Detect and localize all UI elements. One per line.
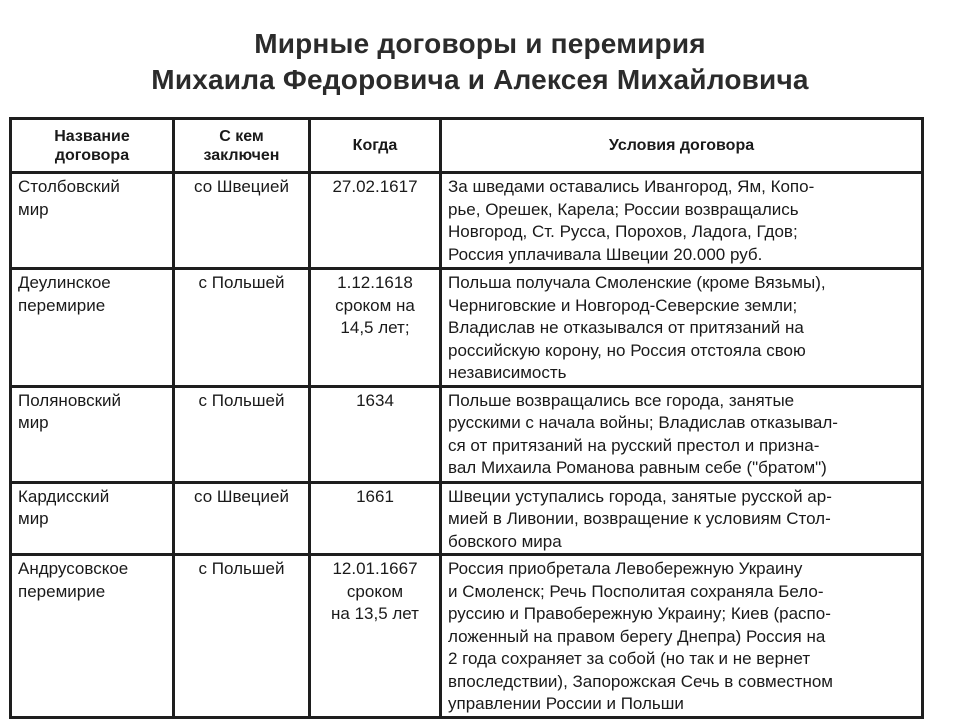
cell-line: Кардисский bbox=[18, 486, 110, 506]
header-when bbox=[310, 119, 441, 173]
cell-line: Польша получала Смоленские (кроме Вязьмы), bbox=[448, 273, 826, 292]
cell-line: российскую корону, но Россия отстояла свою bbox=[448, 340, 806, 360]
cell-line: Условия договора bbox=[608, 137, 755, 154]
cell-line: 12.01.1667 bbox=[332, 559, 418, 578]
cell-line: 2 года сохраняет за собой (но так и не вернет bbox=[448, 649, 811, 668]
cell-with-whom bbox=[174, 555, 310, 718]
cell-line: 14,5 лет; bbox=[340, 318, 410, 337]
table-row bbox=[11, 173, 923, 269]
table-row bbox=[11, 482, 923, 555]
cell-line: Когда bbox=[352, 137, 398, 154]
cell-conditions bbox=[441, 482, 923, 555]
cell-when bbox=[310, 269, 441, 387]
cell-line: с Польшей bbox=[198, 559, 285, 578]
cell-treaty-name bbox=[11, 386, 174, 482]
cell-line: мир bbox=[18, 199, 49, 219]
cell-line: со Швецией bbox=[194, 486, 289, 506]
cell-line: впоследствии), Запорожская Сечь в совместном bbox=[448, 671, 833, 691]
cell-line: 1634 bbox=[356, 390, 394, 410]
page-title-line-1: Мирные договоры и перемирия bbox=[254, 28, 706, 59]
table-row bbox=[11, 386, 923, 482]
cell-line: перемирие bbox=[18, 581, 106, 601]
cell-line: Швеции уступались города, занятые русской ар- bbox=[448, 486, 832, 506]
header-with-whom bbox=[174, 119, 310, 173]
cell-line: 1.12.1618 bbox=[337, 273, 413, 292]
cell-when bbox=[310, 555, 441, 718]
cell-line: русскими с начала войны; Владислав отказывал- bbox=[448, 413, 838, 432]
cell-conditions bbox=[441, 173, 923, 269]
cell-when bbox=[310, 173, 441, 269]
cell-line: Владислав не отказывался от притязаний на bbox=[448, 318, 804, 337]
table-row bbox=[11, 555, 923, 718]
cell-line: перемирие bbox=[18, 295, 106, 315]
cell-line: Название bbox=[54, 127, 130, 145]
cell-line: Столбовский bbox=[18, 177, 120, 196]
cell-line: Новгород, Ст. Русса, Порохов, Ладога, Гдов; bbox=[448, 222, 798, 241]
cell-line: независимость bbox=[448, 363, 567, 382]
cell-line: и Смоленск; Речь Посполитая сохраняла Бело- bbox=[448, 581, 824, 601]
cell-treaty-name bbox=[11, 555, 174, 718]
cell-line: Андрусовское bbox=[18, 559, 129, 578]
cell-conditions bbox=[441, 269, 923, 387]
cell-line: ся от притязаний на русский престол и призна- bbox=[448, 435, 820, 455]
cell-line: мир bbox=[18, 413, 49, 432]
cell-line: Деулинское bbox=[18, 273, 111, 292]
cell-line: руссию и Правобережную Украину; Киев (распо- bbox=[448, 604, 831, 623]
cell-line: на 13,5 лет bbox=[331, 604, 419, 623]
cell-line: вал Михаила Романова равным себе ("братом") bbox=[448, 458, 827, 477]
cell-line: Польше возвращались все города, занятые bbox=[448, 390, 795, 410]
cell-line: Россия приобретала Левобережную Украину bbox=[448, 559, 803, 578]
cell-when bbox=[310, 386, 441, 482]
cell-treaty-name bbox=[11, 269, 174, 387]
cell-line: бовского мира bbox=[448, 531, 562, 551]
table-row bbox=[11, 269, 923, 387]
cell-with-whom bbox=[174, 482, 310, 555]
cell-line: мир bbox=[18, 509, 49, 528]
cell-with-whom bbox=[174, 173, 310, 269]
cell-line: договора bbox=[54, 146, 130, 164]
cell-line: Россия уплачивала Швеции 20.000 руб. bbox=[448, 244, 763, 264]
cell-line: За шведами оставались Ивангород, Ям, Копо- bbox=[448, 177, 815, 196]
cell-treaty-name bbox=[11, 173, 174, 269]
header-name bbox=[11, 119, 174, 173]
cell-line: Поляновский bbox=[18, 390, 122, 410]
cell-line: с Польшей bbox=[198, 390, 285, 410]
table-header-row bbox=[11, 119, 923, 173]
cell-with-whom bbox=[174, 269, 310, 387]
cell-line: с Польшей bbox=[198, 273, 285, 292]
cell-line: Черниговские и Новгород-Северские земли; bbox=[448, 295, 798, 315]
cell-line: 1661 bbox=[356, 486, 394, 506]
cell-conditions bbox=[441, 555, 923, 718]
cell-line: 27.02.1617 bbox=[332, 177, 418, 196]
cell-line: ложенный на правом берегу Днепра) Россия на bbox=[448, 626, 826, 646]
cell-line: управлении России и Польши bbox=[448, 694, 684, 713]
cell-line: заключен bbox=[203, 146, 280, 164]
cell-line: сроком на bbox=[335, 295, 415, 315]
cell-treaty-name bbox=[11, 482, 174, 555]
page-title-line-2: Михаила Федоровича и Алексея Михайловича bbox=[151, 64, 809, 95]
treaties-table bbox=[9, 117, 924, 719]
cell-line: С кем bbox=[219, 127, 264, 145]
cell-line: мией в Ливонии, возвращение к условиям Стол- bbox=[448, 509, 831, 528]
header-conditions bbox=[441, 119, 923, 173]
cell-with-whom bbox=[174, 386, 310, 482]
cell-line: рье, Орешек, Карела; России возвращались bbox=[448, 199, 799, 219]
cell-conditions bbox=[441, 386, 923, 482]
cell-line: сроком bbox=[346, 581, 404, 601]
cell-line: со Швецией bbox=[194, 177, 289, 196]
cell-when bbox=[310, 482, 441, 555]
